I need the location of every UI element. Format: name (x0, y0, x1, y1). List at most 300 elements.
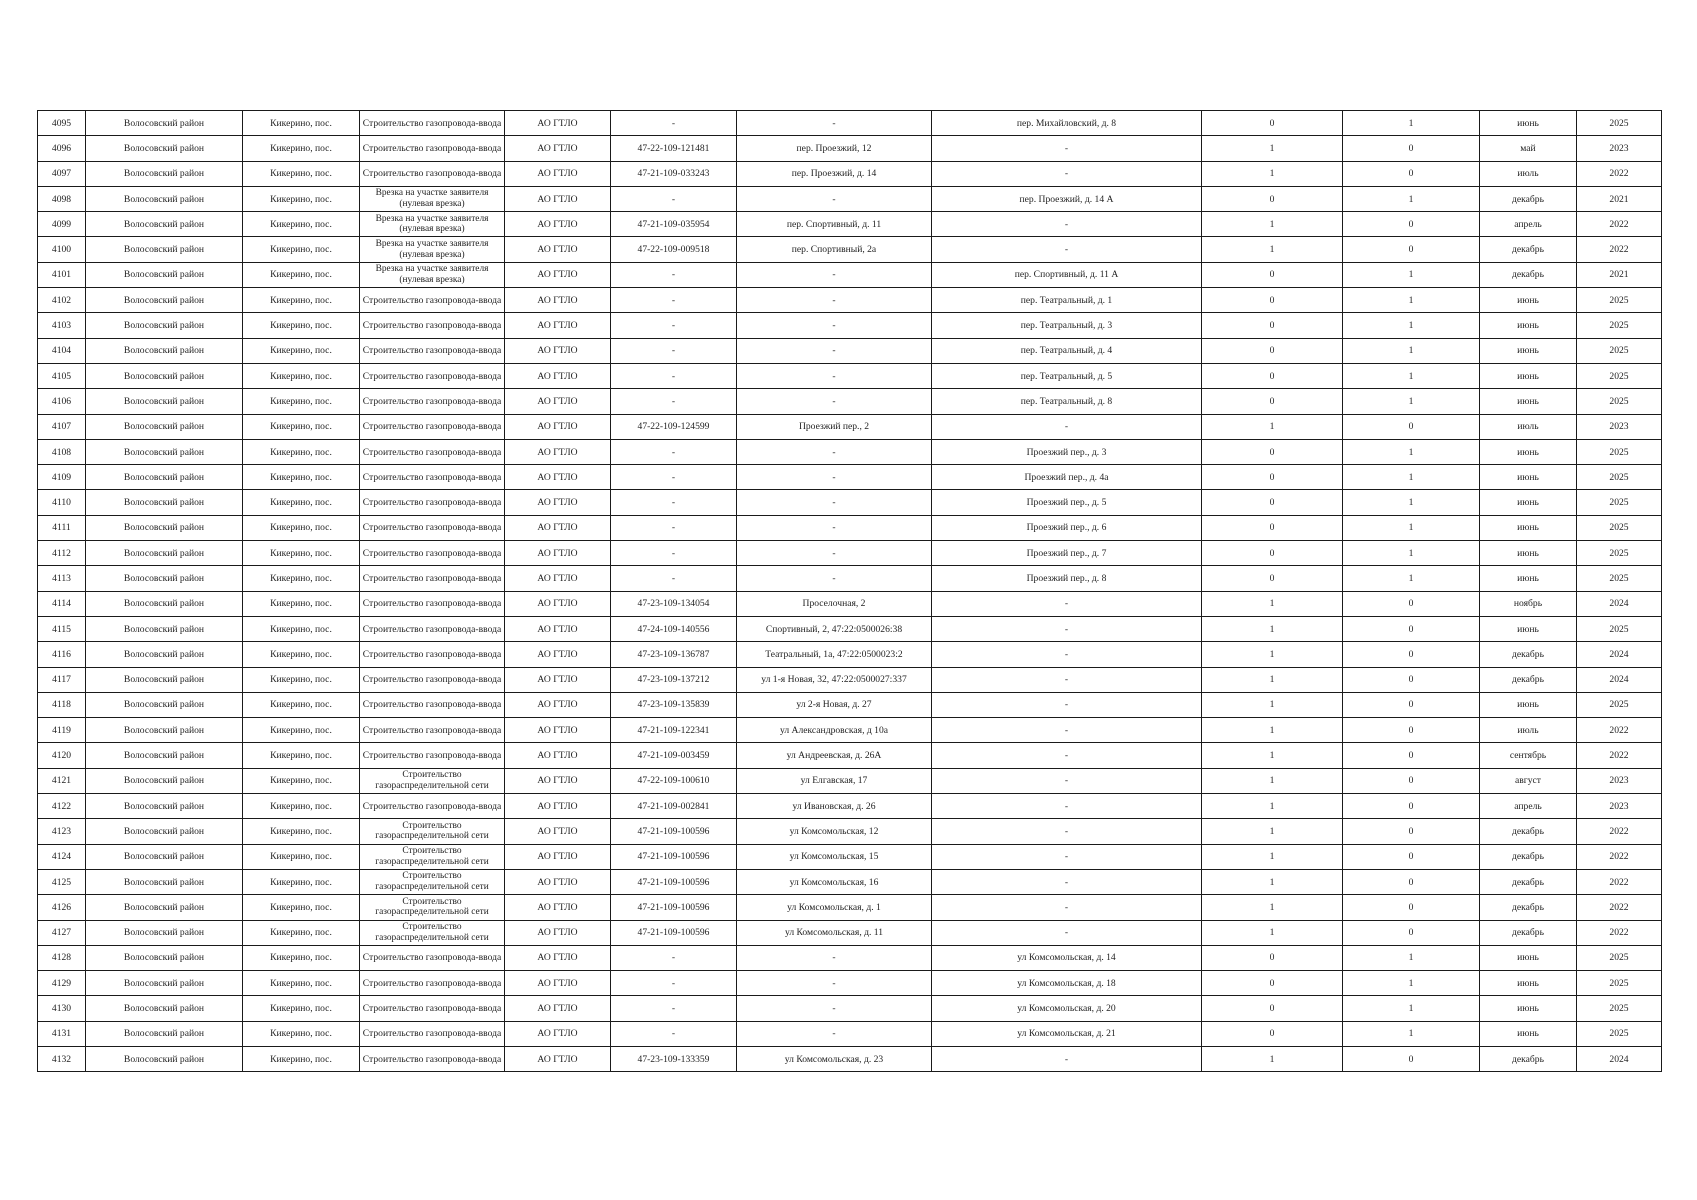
cell-val1: 0 (1202, 389, 1343, 414)
cell-month: декабрь (1480, 186, 1577, 211)
cell-district: Волосовский район (86, 1021, 243, 1046)
cell-settlement: Кикерино, пос. (243, 490, 360, 515)
cell-year: 2021 (1577, 186, 1662, 211)
cell-settlement: Кикерино, пос. (243, 262, 360, 287)
cell-val1: 0 (1202, 262, 1343, 287)
cell-district: Волосовский район (86, 1046, 243, 1071)
cell-work: Строительство газопровода-ввода (360, 616, 505, 641)
cell-org: АО ГТЛО (505, 869, 611, 894)
cell-year: 2021 (1577, 262, 1662, 287)
cell-num: 4095 (38, 111, 86, 136)
cell-org: АО ГТЛО (505, 667, 611, 692)
cell-year: 2023 (1577, 414, 1662, 439)
cell-address_a: ул Комсомольская, д. 1 (737, 895, 932, 920)
cell-num: 4106 (38, 389, 86, 414)
cell-code: 47-22-109-009518 (611, 237, 737, 262)
cell-org: АО ГТЛО (505, 490, 611, 515)
table-row (38, 186, 1662, 211)
cell-num: 4104 (38, 338, 86, 363)
cell-address_b: - (932, 794, 1202, 819)
cell-address_b: - (932, 667, 1202, 692)
table-row (38, 313, 1662, 338)
cell-code: 47-21-109-100596 (611, 869, 737, 894)
cell-num: 4112 (38, 541, 86, 566)
cell-val2: 0 (1343, 136, 1480, 161)
cell-code: - (611, 945, 737, 970)
cell-org: АО ГТЛО (505, 111, 611, 136)
cell-num: 4103 (38, 313, 86, 338)
cell-code: - (611, 465, 737, 490)
table-row (38, 794, 1662, 819)
cell-org: АО ГТЛО (505, 642, 611, 667)
table-row (38, 541, 1662, 566)
table-row (38, 667, 1662, 692)
cell-num: 4098 (38, 186, 86, 211)
cell-org: АО ГТЛО (505, 844, 611, 869)
cell-district: Волосовский район (86, 262, 243, 287)
table-row (38, 414, 1662, 439)
cell-num: 4110 (38, 490, 86, 515)
cell-address_a: ул Комсомольская, 16 (737, 869, 932, 894)
cell-address_a: пер. Спортивный, д. 11 (737, 212, 932, 237)
cell-address_a: ул Комсомольская, д. 23 (737, 1046, 932, 1071)
cell-num: 4130 (38, 996, 86, 1021)
cell-val1: 1 (1202, 718, 1343, 743)
cell-val2: 0 (1343, 642, 1480, 667)
cell-val2: 1 (1343, 996, 1480, 1021)
cell-org: АО ГТЛО (505, 895, 611, 920)
cell-work: Строительство газопровода-ввода (360, 363, 505, 388)
cell-num: 4125 (38, 869, 86, 894)
cell-address_a: пер. Проезжий, 12 (737, 136, 932, 161)
cell-val1: 1 (1202, 768, 1343, 793)
cell-address_a: - (737, 262, 932, 287)
cell-work: Строительство газораспределительной сети (360, 819, 505, 844)
cell-num: 4109 (38, 465, 86, 490)
cell-num: 4107 (38, 414, 86, 439)
cell-org: АО ГТЛО (505, 161, 611, 186)
cell-month: декабрь (1480, 237, 1577, 262)
cell-work: Строительство газопровода-ввода (360, 996, 505, 1021)
table-row (38, 1046, 1662, 1071)
cell-org: АО ГТЛО (505, 1021, 611, 1046)
cell-num: 4113 (38, 566, 86, 591)
cell-org: АО ГТЛО (505, 718, 611, 743)
cell-settlement: Кикерино, пос. (243, 768, 360, 793)
cell-org: АО ГТЛО (505, 591, 611, 616)
table-row (38, 237, 1662, 262)
cell-year: 2025 (1577, 1021, 1662, 1046)
cell-year: 2025 (1577, 996, 1662, 1021)
cell-district: Волосовский район (86, 439, 243, 464)
cell-settlement: Кикерино, пос. (243, 945, 360, 970)
cell-settlement: Кикерино, пос. (243, 515, 360, 540)
cell-num: 4124 (38, 844, 86, 869)
cell-address_b: Проезжий пер., д. 4а (932, 465, 1202, 490)
cell-year: 2025 (1577, 363, 1662, 388)
cell-month: август (1480, 768, 1577, 793)
cell-org: АО ГТЛО (505, 819, 611, 844)
cell-org: АО ГТЛО (505, 414, 611, 439)
cell-district: Волосовский район (86, 667, 243, 692)
cell-address_a: ул Ивановская, д. 26 (737, 794, 932, 819)
cell-val2: 0 (1343, 768, 1480, 793)
cell-month: июнь (1480, 389, 1577, 414)
cell-settlement: Кикерино, пос. (243, 692, 360, 717)
cell-code: - (611, 389, 737, 414)
cell-org: АО ГТЛО (505, 237, 611, 262)
cell-work: Строительство газопровода-ввода (360, 338, 505, 363)
cell-num: 4097 (38, 161, 86, 186)
cell-code: - (611, 313, 737, 338)
table-row (38, 465, 1662, 490)
cell-settlement: Кикерино, пос. (243, 414, 360, 439)
cell-settlement: Кикерино, пос. (243, 338, 360, 363)
cell-settlement: Кикерино, пос. (243, 288, 360, 313)
cell-address_a: - (737, 541, 932, 566)
table-row (38, 1021, 1662, 1046)
cell-address_a: - (737, 971, 932, 996)
cell-work: Строительство газопровода-ввода (360, 794, 505, 819)
cell-district: Волосовский район (86, 591, 243, 616)
cell-settlement: Кикерино, пос. (243, 313, 360, 338)
cell-address_b: пер. Театральный, д. 1 (932, 288, 1202, 313)
cell-settlement: Кикерино, пос. (243, 389, 360, 414)
cell-address_a: Театральный, 1а, 47:22:0500023:2 (737, 642, 932, 667)
cell-settlement: Кикерино, пос. (243, 439, 360, 464)
table-row (38, 363, 1662, 388)
cell-year: 2022 (1577, 819, 1662, 844)
cell-val1: 0 (1202, 541, 1343, 566)
cell-val2: 1 (1343, 111, 1480, 136)
cell-org: АО ГТЛО (505, 996, 611, 1021)
cell-address_a: - (737, 288, 932, 313)
cell-address_b: - (932, 844, 1202, 869)
cell-district: Волосовский район (86, 490, 243, 515)
cell-val2: 1 (1343, 971, 1480, 996)
cell-num: 4099 (38, 212, 86, 237)
cell-address_b: Проезжий пер., д. 7 (932, 541, 1202, 566)
cell-settlement: Кикерино, пос. (243, 363, 360, 388)
cell-val1: 1 (1202, 136, 1343, 161)
cell-district: Волосовский район (86, 895, 243, 920)
cell-year: 2024 (1577, 1046, 1662, 1071)
cell-address_a: - (737, 439, 932, 464)
cell-settlement: Кикерино, пос. (243, 1021, 360, 1046)
cell-org: АО ГТЛО (505, 920, 611, 945)
cell-address_b: - (932, 718, 1202, 743)
cell-district: Волосовский район (86, 819, 243, 844)
cell-val1: 1 (1202, 819, 1343, 844)
cell-address_b: пер. Спортивный, д. 11 А (932, 262, 1202, 287)
cell-work: Строительство газопровода-ввода (360, 465, 505, 490)
cell-month: июнь (1480, 541, 1577, 566)
table-row (38, 642, 1662, 667)
cell-work: Строительство газопровода-ввода (360, 667, 505, 692)
cell-address_a: - (737, 996, 932, 1021)
table-row (38, 338, 1662, 363)
cell-month: июнь (1480, 971, 1577, 996)
cell-settlement: Кикерино, пос. (243, 667, 360, 692)
cell-val2: 0 (1343, 161, 1480, 186)
cell-year: 2022 (1577, 920, 1662, 945)
cell-settlement: Кикерино, пос. (243, 541, 360, 566)
cell-month: декабрь (1480, 844, 1577, 869)
cell-address_b: Проезжий пер., д. 5 (932, 490, 1202, 515)
cell-settlement: Кикерино, пос. (243, 566, 360, 591)
cell-address_b: - (932, 591, 1202, 616)
cell-val2: 0 (1343, 212, 1480, 237)
cell-val2: 0 (1343, 667, 1480, 692)
cell-org: АО ГТЛО (505, 945, 611, 970)
cell-val1: 1 (1202, 616, 1343, 641)
cell-month: декабрь (1480, 819, 1577, 844)
table-row (38, 996, 1662, 1021)
cell-year: 2025 (1577, 389, 1662, 414)
cell-month: июнь (1480, 490, 1577, 515)
cell-month: май (1480, 136, 1577, 161)
cell-month: декабрь (1480, 642, 1577, 667)
cell-address_a: пер. Проезжий, д. 14 (737, 161, 932, 186)
cell-val1: 1 (1202, 692, 1343, 717)
cell-code: 47-22-109-100610 (611, 768, 737, 793)
cell-num: 4120 (38, 743, 86, 768)
cell-code: - (611, 363, 737, 388)
cell-val1: 0 (1202, 111, 1343, 136)
table-row (38, 389, 1662, 414)
table-row (38, 692, 1662, 717)
table-row (38, 111, 1662, 136)
cell-val2: 1 (1343, 262, 1480, 287)
cell-code: 47-21-109-035954 (611, 212, 737, 237)
cell-address_a: Проезжий пер., 2 (737, 414, 932, 439)
cell-district: Волосовский район (86, 541, 243, 566)
table-row (38, 819, 1662, 844)
cell-val1: 1 (1202, 895, 1343, 920)
table-row (38, 566, 1662, 591)
cell-org: АО ГТЛО (505, 616, 611, 641)
cell-val2: 0 (1343, 844, 1480, 869)
cell-val1: 0 (1202, 186, 1343, 211)
cell-num: 4100 (38, 237, 86, 262)
cell-address_a: Проселочная, 2 (737, 591, 932, 616)
cell-val2: 0 (1343, 692, 1480, 717)
table-row (38, 768, 1662, 793)
cell-year: 2022 (1577, 237, 1662, 262)
cell-code: 47-22-109-124599 (611, 414, 737, 439)
cell-val1: 0 (1202, 439, 1343, 464)
cell-code: 47-21-109-100596 (611, 920, 737, 945)
cell-code: 47-21-109-100596 (611, 844, 737, 869)
cell-num: 4117 (38, 667, 86, 692)
cell-val2: 1 (1343, 313, 1480, 338)
cell-num: 4128 (38, 945, 86, 970)
cell-code: 47-21-109-122341 (611, 718, 737, 743)
cell-code: - (611, 566, 737, 591)
cell-district: Волосовский район (86, 363, 243, 388)
cell-val2: 0 (1343, 895, 1480, 920)
cell-settlement: Кикерино, пос. (243, 136, 360, 161)
cell-org: АО ГТЛО (505, 768, 611, 793)
cell-org: АО ГТЛО (505, 743, 611, 768)
cell-code: - (611, 996, 737, 1021)
cell-settlement: Кикерино, пос. (243, 186, 360, 211)
cell-val2: 0 (1343, 414, 1480, 439)
cell-month: июнь (1480, 515, 1577, 540)
cell-val1: 1 (1202, 642, 1343, 667)
cell-org: АО ГТЛО (505, 1046, 611, 1071)
cell-val2: 0 (1343, 819, 1480, 844)
cell-code: - (611, 439, 737, 464)
cell-code: - (611, 338, 737, 363)
cell-code: - (611, 111, 737, 136)
cell-val2: 1 (1343, 490, 1480, 515)
cell-code: 47-22-109-121481 (611, 136, 737, 161)
cell-code: - (611, 288, 737, 313)
table-body (38, 111, 1662, 1072)
cell-work: Врезка на участке заявителя (нулевая врезка) (360, 237, 505, 262)
cell-year: 2025 (1577, 616, 1662, 641)
cell-address_b: - (932, 819, 1202, 844)
cell-month: июнь (1480, 363, 1577, 388)
cell-month: июнь (1480, 288, 1577, 313)
cell-year: 2025 (1577, 111, 1662, 136)
cell-settlement: Кикерино, пос. (243, 971, 360, 996)
cell-month: декабрь (1480, 262, 1577, 287)
cell-settlement: Кикерино, пос. (243, 895, 360, 920)
cell-district: Волосовский район (86, 566, 243, 591)
cell-val1: 1 (1202, 237, 1343, 262)
cell-org: АО ГТЛО (505, 566, 611, 591)
cell-address_b: ул Комсомольская, д. 14 (932, 945, 1202, 970)
cell-month: декабрь (1480, 869, 1577, 894)
cell-month: июнь (1480, 945, 1577, 970)
cell-val1: 1 (1202, 844, 1343, 869)
cell-district: Волосовский район (86, 212, 243, 237)
cell-district: Волосовский район (86, 414, 243, 439)
cell-month: июль (1480, 161, 1577, 186)
cell-val2: 1 (1343, 439, 1480, 464)
cell-work: Строительство газопровода-ввода (360, 591, 505, 616)
cell-settlement: Кикерино, пос. (243, 996, 360, 1021)
cell-code: - (611, 541, 737, 566)
cell-address_a: ул 1-я Новая, 32, 47:22:0500027:337 (737, 667, 932, 692)
cell-work: Строительство газопровода-ввода (360, 971, 505, 996)
cell-val1: 0 (1202, 1021, 1343, 1046)
table-row (38, 161, 1662, 186)
cell-val1: 1 (1202, 414, 1343, 439)
cell-org: АО ГТЛО (505, 541, 611, 566)
table-row (38, 490, 1662, 515)
cell-work: Строительство газопровода-ввода (360, 692, 505, 717)
cell-district: Волосовский район (86, 718, 243, 743)
cell-year: 2025 (1577, 541, 1662, 566)
cell-val1: 0 (1202, 288, 1343, 313)
cell-year: 2025 (1577, 338, 1662, 363)
cell-org: АО ГТЛО (505, 262, 611, 287)
table-row (38, 920, 1662, 945)
cell-num: 4129 (38, 971, 86, 996)
cell-val2: 1 (1343, 1021, 1480, 1046)
cell-year: 2025 (1577, 566, 1662, 591)
cell-month: июнь (1480, 1021, 1577, 1046)
gasification-table (37, 110, 1662, 1072)
cell-address_b: - (932, 136, 1202, 161)
cell-val1: 0 (1202, 515, 1343, 540)
cell-work: Врезка на участке заявителя (нулевая врезка) (360, 262, 505, 287)
cell-settlement: Кикерино, пос. (243, 642, 360, 667)
cell-val1: 0 (1202, 945, 1343, 970)
cell-code: 47-23-109-136787 (611, 642, 737, 667)
cell-address_b: - (932, 237, 1202, 262)
cell-num: 4115 (38, 616, 86, 641)
cell-month: декабрь (1480, 1046, 1577, 1071)
cell-address_a: ул Комсомольская, 15 (737, 844, 932, 869)
cell-org: АО ГТЛО (505, 288, 611, 313)
cell-address_b: - (932, 768, 1202, 793)
cell-address_a: ул Елгавская, 17 (737, 768, 932, 793)
cell-work: Строительство газопровода-ввода (360, 136, 505, 161)
cell-num: 4132 (38, 1046, 86, 1071)
cell-val1: 1 (1202, 920, 1343, 945)
cell-address_a: - (737, 111, 932, 136)
cell-num: 4118 (38, 692, 86, 717)
cell-month: июнь (1480, 566, 1577, 591)
cell-code: 47-23-109-135839 (611, 692, 737, 717)
table-row (38, 591, 1662, 616)
cell-address_a: Спортивный, 2, 47:22:0500026:38 (737, 616, 932, 641)
cell-address_a: - (737, 363, 932, 388)
cell-year: 2022 (1577, 743, 1662, 768)
cell-code: 47-21-109-033243 (611, 161, 737, 186)
table-row (38, 743, 1662, 768)
cell-settlement: Кикерино, пос. (243, 920, 360, 945)
cell-work: Строительство газораспределительной сети (360, 844, 505, 869)
cell-org: АО ГТЛО (505, 389, 611, 414)
cell-district: Волосовский район (86, 692, 243, 717)
table-row (38, 515, 1662, 540)
cell-code: 47-23-109-133359 (611, 1046, 737, 1071)
cell-code: - (611, 1021, 737, 1046)
cell-address_a: ул 2-я Новая, д. 27 (737, 692, 932, 717)
cell-code: - (611, 971, 737, 996)
cell-work: Строительство газопровода-ввода (360, 743, 505, 768)
cell-year: 2025 (1577, 288, 1662, 313)
table-row (38, 895, 1662, 920)
cell-val2: 1 (1343, 465, 1480, 490)
cell-work: Строительство газораспределительной сети (360, 768, 505, 793)
cell-district: Волосовский район (86, 136, 243, 161)
cell-work: Строительство газопровода-ввода (360, 1021, 505, 1046)
cell-val1: 1 (1202, 161, 1343, 186)
cell-address_a: - (737, 465, 932, 490)
cell-address_b: ул Комсомольская, д. 18 (932, 971, 1202, 996)
cell-org: АО ГТЛО (505, 338, 611, 363)
cell-num: 4111 (38, 515, 86, 540)
cell-code: - (611, 262, 737, 287)
cell-num: 4119 (38, 718, 86, 743)
cell-val1: 1 (1202, 794, 1343, 819)
cell-month: июль (1480, 414, 1577, 439)
cell-org: АО ГТЛО (505, 692, 611, 717)
cell-num: 4131 (38, 1021, 86, 1046)
cell-work: Строительство газопровода-ввода (360, 515, 505, 540)
cell-val1: 0 (1202, 338, 1343, 363)
cell-month: июнь (1480, 465, 1577, 490)
cell-org: АО ГТЛО (505, 212, 611, 237)
cell-val2: 1 (1343, 945, 1480, 970)
cell-num: 4123 (38, 819, 86, 844)
